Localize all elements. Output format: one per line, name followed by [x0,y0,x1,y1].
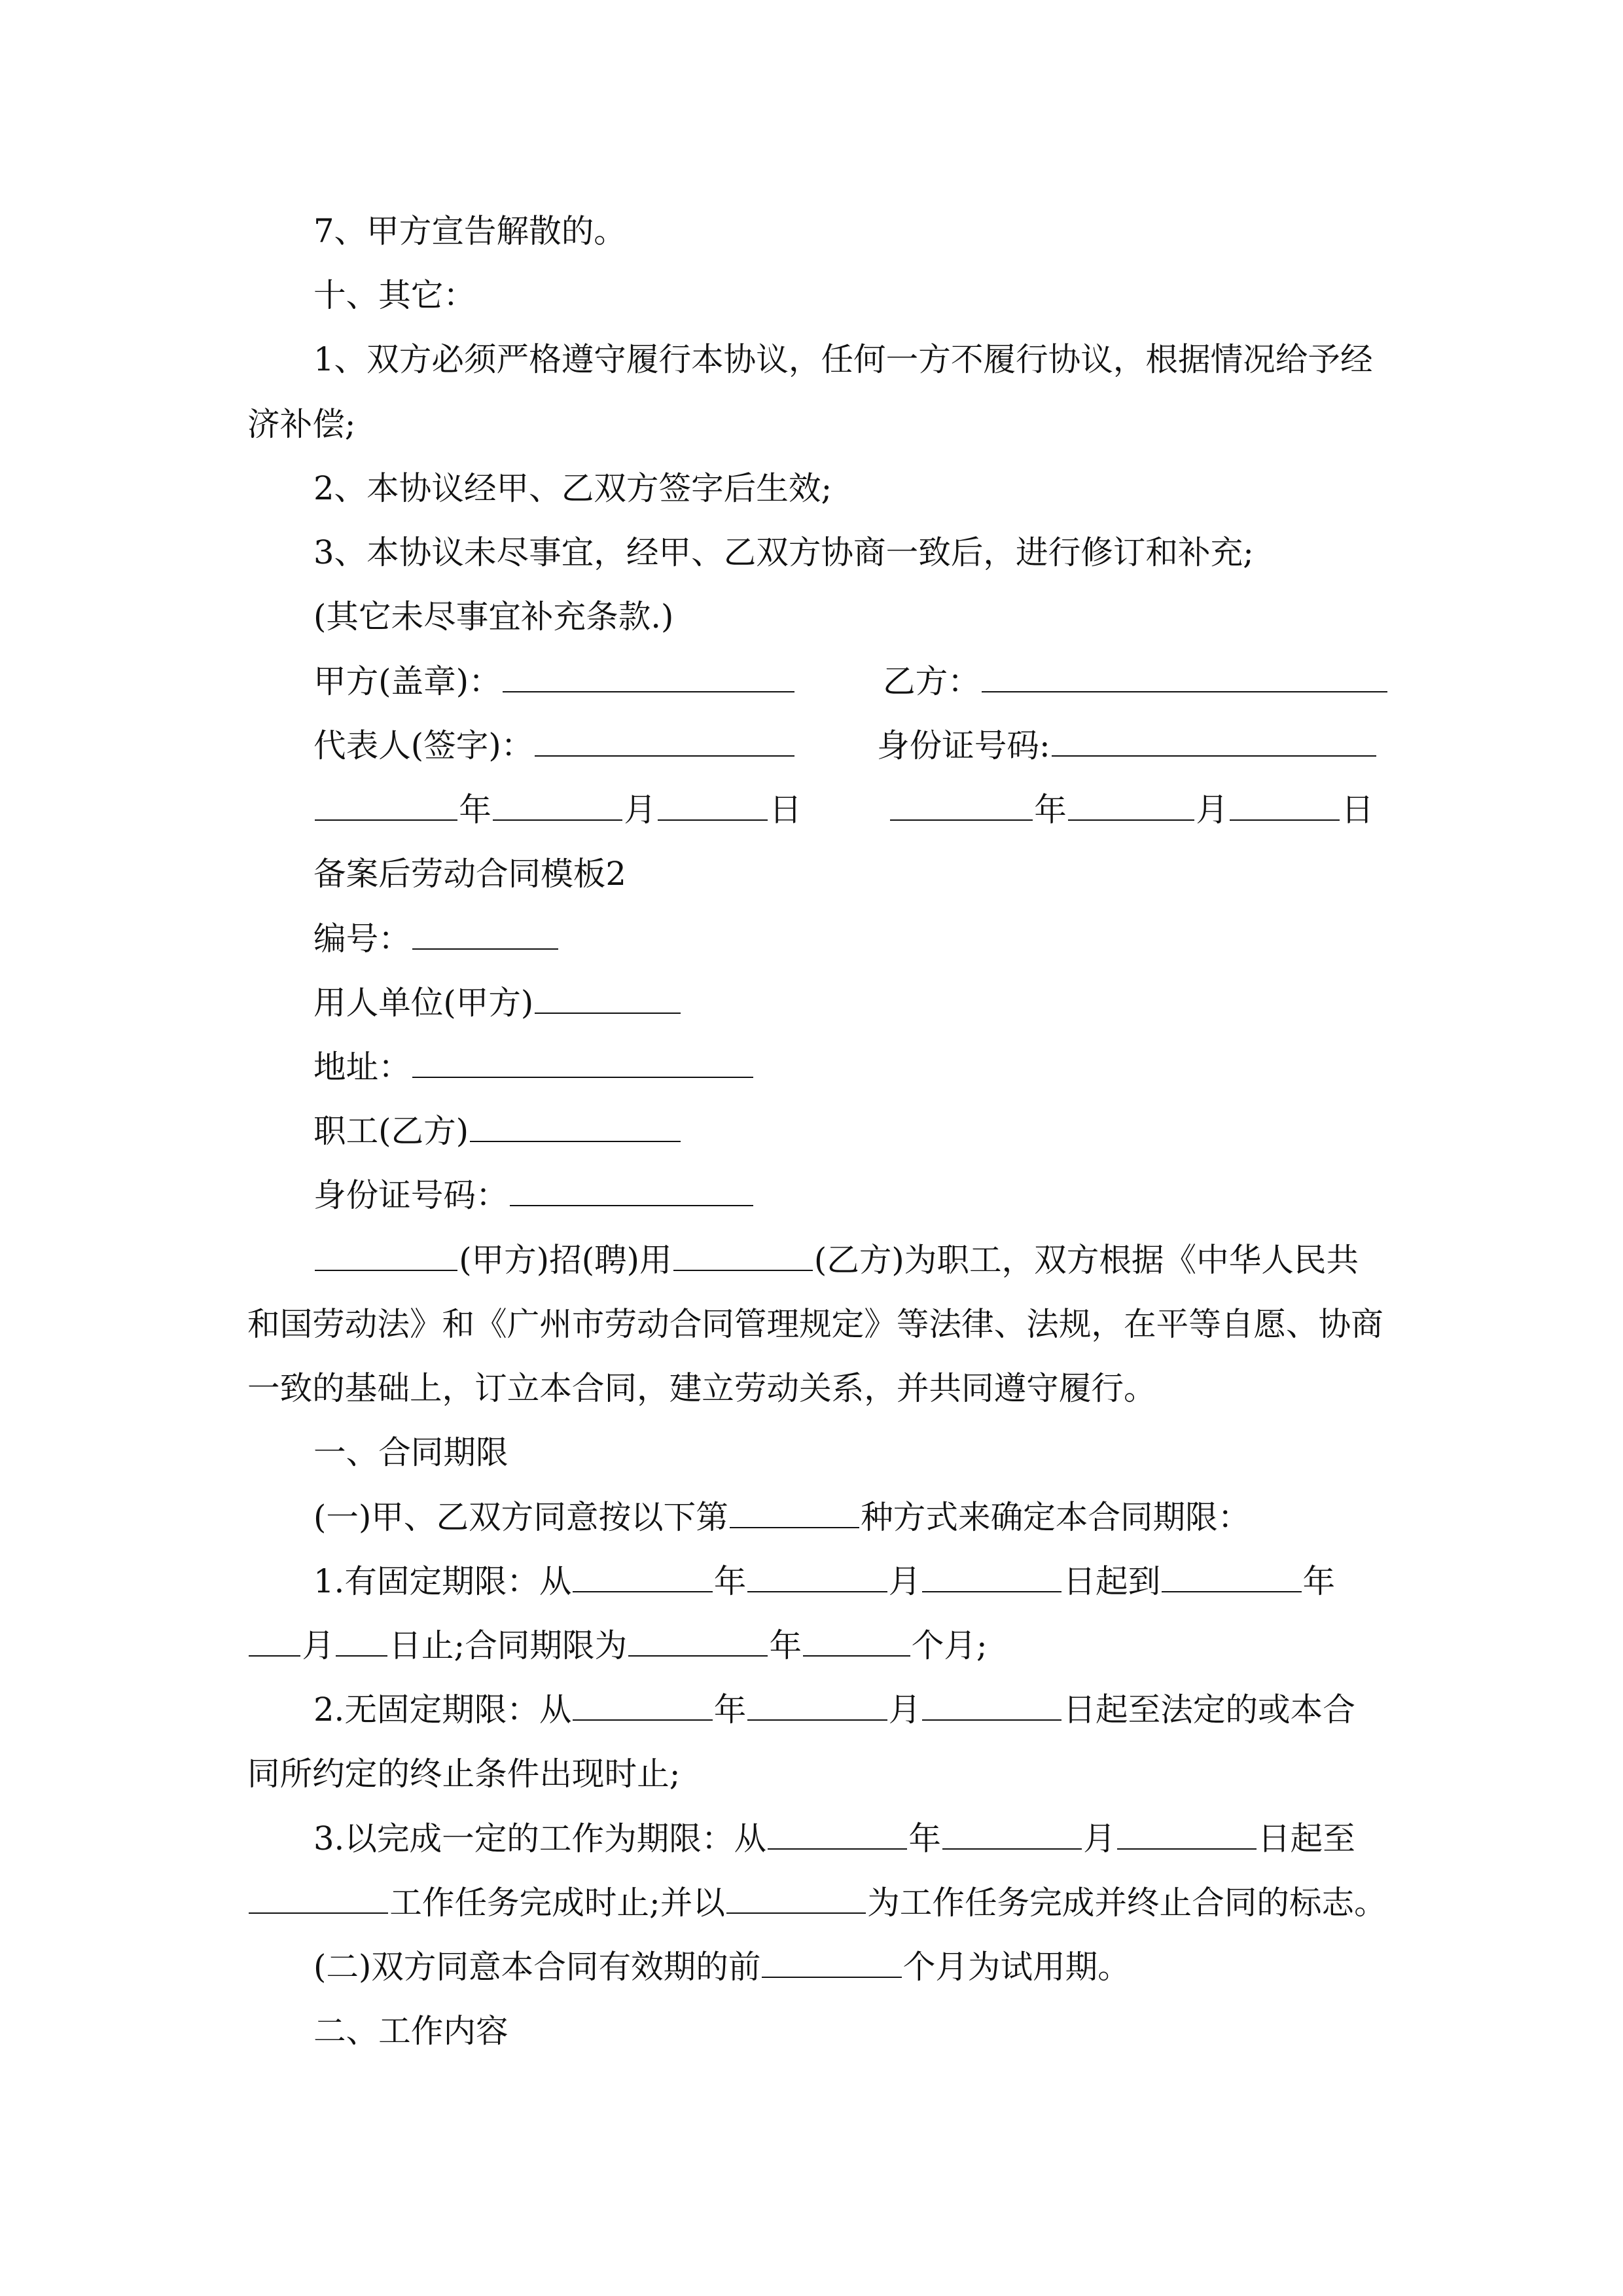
text: 2.无固定期限：从 [313,1691,572,1729]
blank-field[interactable] [493,789,622,821]
blank-field[interactable] [747,1560,887,1592]
text: 月 [888,1691,921,1729]
text: 日 [1341,791,1374,829]
blank-field[interactable] [573,1689,712,1721]
text: 日 [769,791,802,829]
employee-id-line [313,1163,755,1227]
label: 用人单位(甲方) [313,984,534,1022]
text: 年 [1302,1562,1336,1600]
label: 代表人(签字)： [313,726,534,764]
text: 年 [769,1626,802,1664]
text: (一)甲、乙双方同意按以下第 [313,1498,728,1536]
blank-field[interactable] [726,1882,866,1914]
text-line [313,1935,1130,1999]
label: 身份证号码: [877,726,1050,764]
blank-field[interactable] [249,1624,300,1657]
text: 一、合同期限 [313,1433,508,1471]
text: 年 [908,1820,941,1857]
text: 济补偿; [247,405,356,443]
text: 和国劳动法》和《广州市劳动合同管理规定》等法律、法规，在平等自愿、协商 [247,1305,1383,1343]
blank-field[interactable] [1052,725,1376,757]
text-line [247,1613,988,1677]
text: 7、甲方宣告解散的。 [313,212,626,250]
blank-field[interactable] [922,1689,1061,1721]
text: 为工作任务完成并终止合同的标志。 [867,1884,1387,1922]
blank-field[interactable] [249,1882,388,1914]
section-heading [313,263,476,327]
text: (其它未尽事宜补充条款.) [313,598,674,636]
section-heading [313,1999,508,2063]
blank-field[interactable] [412,1046,753,1078]
text-line [313,327,1373,391]
label: 身份证号码： [313,1176,508,1214]
text-line [313,1485,1250,1549]
blank-field[interactable] [982,660,1387,692]
blank-field[interactable] [673,1239,813,1271]
text: 种方式来确定本合同期限： [861,1498,1251,1536]
blank-field[interactable] [412,918,558,950]
blank-field[interactable] [747,1689,887,1721]
address-line [313,1035,755,1099]
label: 地址： [313,1048,411,1086]
text-line [247,1742,680,1806]
blank-field[interactable] [503,660,794,692]
text-line [313,1806,1355,1871]
text-line [247,1871,1387,1935]
id-number-line [877,713,1378,778]
blank-field[interactable] [762,1946,901,1978]
text: 日起至法定的或本合 [1063,1691,1355,1729]
text: 二、工作内容 [313,2012,508,2050]
label: 甲方(盖章)： [313,662,501,700]
text-line [313,199,626,263]
document-title [313,842,626,906]
blank-field[interactable] [1117,1818,1257,1850]
text-line [313,520,1254,584]
blank-field[interactable] [573,1560,712,1592]
blank-field[interactable] [336,1624,387,1657]
text-line [313,456,832,520]
text: 十、其它： [313,276,476,314]
text-line [247,1292,1383,1356]
blank-field[interactable] [535,982,681,1014]
text: 年 [713,1691,747,1729]
blank-field[interactable] [535,725,794,757]
text: 年 [1034,791,1067,829]
text: (乙方)为职工，双方根据《中华人民共 [813,1241,1359,1279]
blank-field[interactable] [922,1560,1061,1592]
text: 1、双方必须严格遵守履行本协议，任何一方不履行协议，根据情况给予经 [313,340,1373,378]
text-line [313,584,673,649]
text: 备案后劳动合同模板2 [313,855,626,893]
text-line [247,1356,1156,1420]
text-line [313,1549,1335,1613]
text: 月 [1083,1820,1116,1857]
text: 日起至 [1258,1820,1355,1857]
blank-field[interactable] [315,789,457,821]
text: 1.有固定期限：从 [313,1562,572,1600]
date-line-b [889,778,1374,842]
text: 个月为试用期。 [902,1948,1130,1986]
blank-field[interactable] [768,1818,907,1850]
text: 日起到 [1063,1562,1161,1600]
date-line-a [313,778,802,842]
label: 编号： [313,920,411,958]
blank-field[interactable] [1230,789,1340,821]
text: 个月; [911,1626,988,1664]
number-line [313,906,560,971]
blank-field[interactable] [1068,789,1194,821]
text-line [247,392,356,456]
text: 2、本协议经甲、乙双方签字后生效; [313,469,832,507]
label: 乙方： [883,662,980,700]
blank-field[interactable] [942,1818,1082,1850]
text: 月 [1196,791,1228,829]
text: 3、本协议未尽事宜，经甲、乙双方协商一致后，进行修订和补充; [313,533,1254,571]
text: 年 [459,791,491,829]
text: 月 [888,1562,921,1600]
representative-line [313,713,796,778]
text: 日止;合同期限为 [389,1626,628,1664]
employee-line [313,1099,682,1163]
party-b-line [883,649,1389,713]
employer-line [313,971,682,1035]
blank-field[interactable] [730,1496,859,1528]
label: 职工(乙方) [313,1112,469,1150]
blank-field[interactable] [315,1239,457,1271]
blank-field[interactable] [628,1624,768,1657]
text: 一致的基础上，订立本合同，建立劳动关系，并共同遵守履行。 [247,1369,1156,1407]
blank-field[interactable] [658,789,768,821]
text: 工作任务完成时止;并以 [389,1884,725,1922]
section-heading [313,1420,508,1484]
text: 月 [624,791,656,829]
party-a-seal-line [313,649,796,713]
text: 年 [713,1562,747,1600]
text: 月 [302,1626,334,1664]
text: 同所约定的终止条件出现时止; [247,1755,681,1793]
text-line [313,1228,1359,1292]
blank-field[interactable] [803,1624,910,1657]
blank-field[interactable] [1162,1560,1301,1592]
text: 3.以完成一定的工作为期限：从 [313,1820,767,1857]
blank-field[interactable] [890,789,1033,821]
blank-field[interactable] [470,1110,681,1142]
blank-field[interactable] [510,1174,753,1206]
text: (二)双方同意本合同有效期的前 [313,1948,761,1986]
text-line [313,1677,1355,1742]
text: (甲方)招(聘)用 [459,1241,672,1279]
